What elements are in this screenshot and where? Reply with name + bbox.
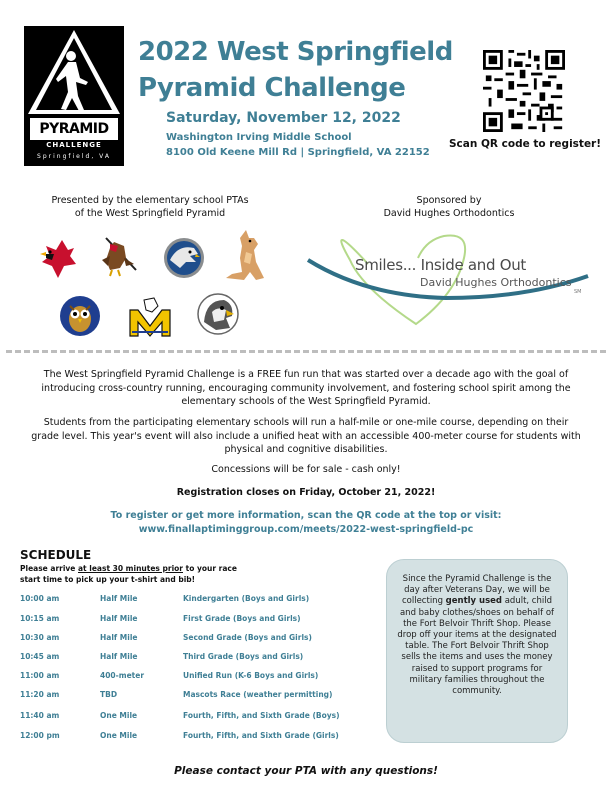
- note-emphasis: at least 30 minutes prior: [78, 564, 183, 573]
- donation-info-box: [386, 559, 568, 743]
- presented-line-2: of the West Springfield Pyramid: [74, 208, 226, 219]
- schedule-note: [20, 563, 280, 585]
- logo-subtitle: CHALLENGE: [46, 141, 102, 149]
- sponsored-line-2: David Hughes Orthodontics: [383, 208, 515, 219]
- venue-address: 8100 Old Keene Mill Rd | Springfield, VA 22152: [166, 147, 430, 158]
- row-distance: Half Mile: [100, 594, 138, 603]
- row-time: 10:00 am: [20, 594, 60, 603]
- row-event: Third Grade (Boys and Girls): [183, 652, 304, 661]
- row-time: 10:15 am: [20, 614, 60, 623]
- row-distance: Half Mile: [100, 652, 138, 661]
- runner-pyramid-icon: [24, 26, 124, 116]
- kangaroo-mascot-icon: [220, 228, 272, 284]
- row-time: 11:40 am: [20, 711, 60, 720]
- note-prefix: Please arrive: [20, 564, 78, 573]
- cardinal-mascot-icon: [36, 236, 80, 280]
- row-distance: One Mile: [100, 731, 138, 740]
- falcon-mascot-icon: [196, 292, 240, 336]
- register-instruction: To register or get more information, scan the QR code at the top or visit:: [110, 510, 502, 521]
- sponsor-logo-mark: SM: [574, 289, 582, 295]
- donation-emphasis: gently used: [445, 596, 503, 607]
- presented-by: [40, 194, 260, 220]
- row-time: 11:20 am: [20, 690, 60, 699]
- sponsor-logo-subtitle: David Hughes Orthodontics: [420, 276, 572, 289]
- page-title: [138, 34, 458, 106]
- row-event: Fourth, Fifth, and Sixth Grade (Boys): [183, 711, 340, 720]
- sponsored-line-1: Sponsored by: [416, 195, 482, 206]
- row-time: 10:30 am: [20, 633, 60, 642]
- row-distance: Half Mile: [100, 633, 138, 642]
- course-paragraph: Students from the participating elementary schools will run a half-mile or one-mile course, depending on their grade level. This year's event will also include a unified heat with an accessible 400-meter course for students with physical and cognitive disabilities.: [31, 417, 581, 455]
- m-mascot-icon: [128, 296, 172, 340]
- row-event: Mascots Race (weather permitting): [183, 690, 333, 699]
- title-line-1: 2022 West Springfield: [138, 37, 453, 67]
- registration-info: [30, 509, 582, 537]
- donation-text-start: Since the Pyramid Challenge is the day after Veterans Day, we will be collecting: [401, 574, 552, 607]
- row-distance: One Mile: [100, 711, 138, 720]
- intro-paragraph: The West Springfield Pyramid Challenge is a FREE fun run that was started over a decade ago with the goal of introducing cross-country running, encouraging community involvement, and fostering school spirit among the elementary schools of the West Springfield Pyramid.: [41, 369, 571, 407]
- row-event: Fourth, Fifth, and Sixth Grade (Girls): [183, 731, 339, 740]
- register-link[interactable]: www.finallaptiminggroup.com/meets/2022-west-springfield-pc: [138, 524, 474, 535]
- event-date: Saturday, November 12, 2022: [166, 110, 401, 126]
- sponsored-by: [364, 194, 534, 220]
- row-event: Kindergarten (Boys and Girls): [183, 594, 310, 603]
- row-distance: 400-meter: [100, 671, 145, 680]
- row-event: Second Grade (Boys and Girls): [183, 633, 312, 642]
- section-divider: [6, 350, 606, 353]
- row-distance: Half Mile: [100, 614, 138, 623]
- hawk-mascot-icon: [96, 234, 140, 278]
- registration-deadline: Registration closes on Friday, October 21, 2022!: [176, 487, 436, 498]
- row-time: 12:00 pm: [20, 731, 60, 740]
- venue-name: Washington Irving Middle School: [166, 132, 352, 143]
- registration-qr-code[interactable]: [483, 50, 565, 132]
- presented-line-1: Presented by the elementary school PTAs: [51, 195, 249, 206]
- sponsor-logo-title: Smiles... Inside and Out: [355, 256, 526, 274]
- logo-wordmark: PYRAMID: [30, 118, 118, 140]
- contact-footer: Please contact your PTA with any questions!: [174, 765, 438, 777]
- logo-location: Springfield, VA: [37, 153, 111, 160]
- row-event: Unified Run (K-6 Boys and Girls): [183, 671, 319, 680]
- row-time: 11:00 am: [20, 671, 60, 680]
- title-line-2: Pyramid Challenge: [138, 73, 406, 103]
- pyramid-challenge-logo: [24, 26, 124, 166]
- event-venue: [166, 130, 430, 160]
- row-event: First Grade (Boys and Girls): [183, 614, 301, 623]
- eagle-mascot-icon: [162, 236, 206, 280]
- schedule-heading: SCHEDULE: [20, 548, 92, 562]
- qr-caption: Scan QR code to register!: [448, 138, 602, 150]
- note-line-2: start time to pick up your t-shirt and bib!: [20, 575, 196, 584]
- donation-text-end: adult, child and baby clothes/shoes on behalf of the Fort Belvoir Thrift Shop. Please drop off your items at the designated table. The Fort Belvoir Thrift Shop sells the items and uses the money raised to support programs for military families throughout the community.: [397, 596, 557, 697]
- owl-mascot-icon: [58, 294, 102, 338]
- row-distance: TBD: [100, 690, 118, 699]
- row-time: 10:45 am: [20, 652, 60, 661]
- note-suffix: to your race: [183, 564, 237, 573]
- concessions-text: Concessions will be for sale - cash only!: [211, 464, 401, 475]
